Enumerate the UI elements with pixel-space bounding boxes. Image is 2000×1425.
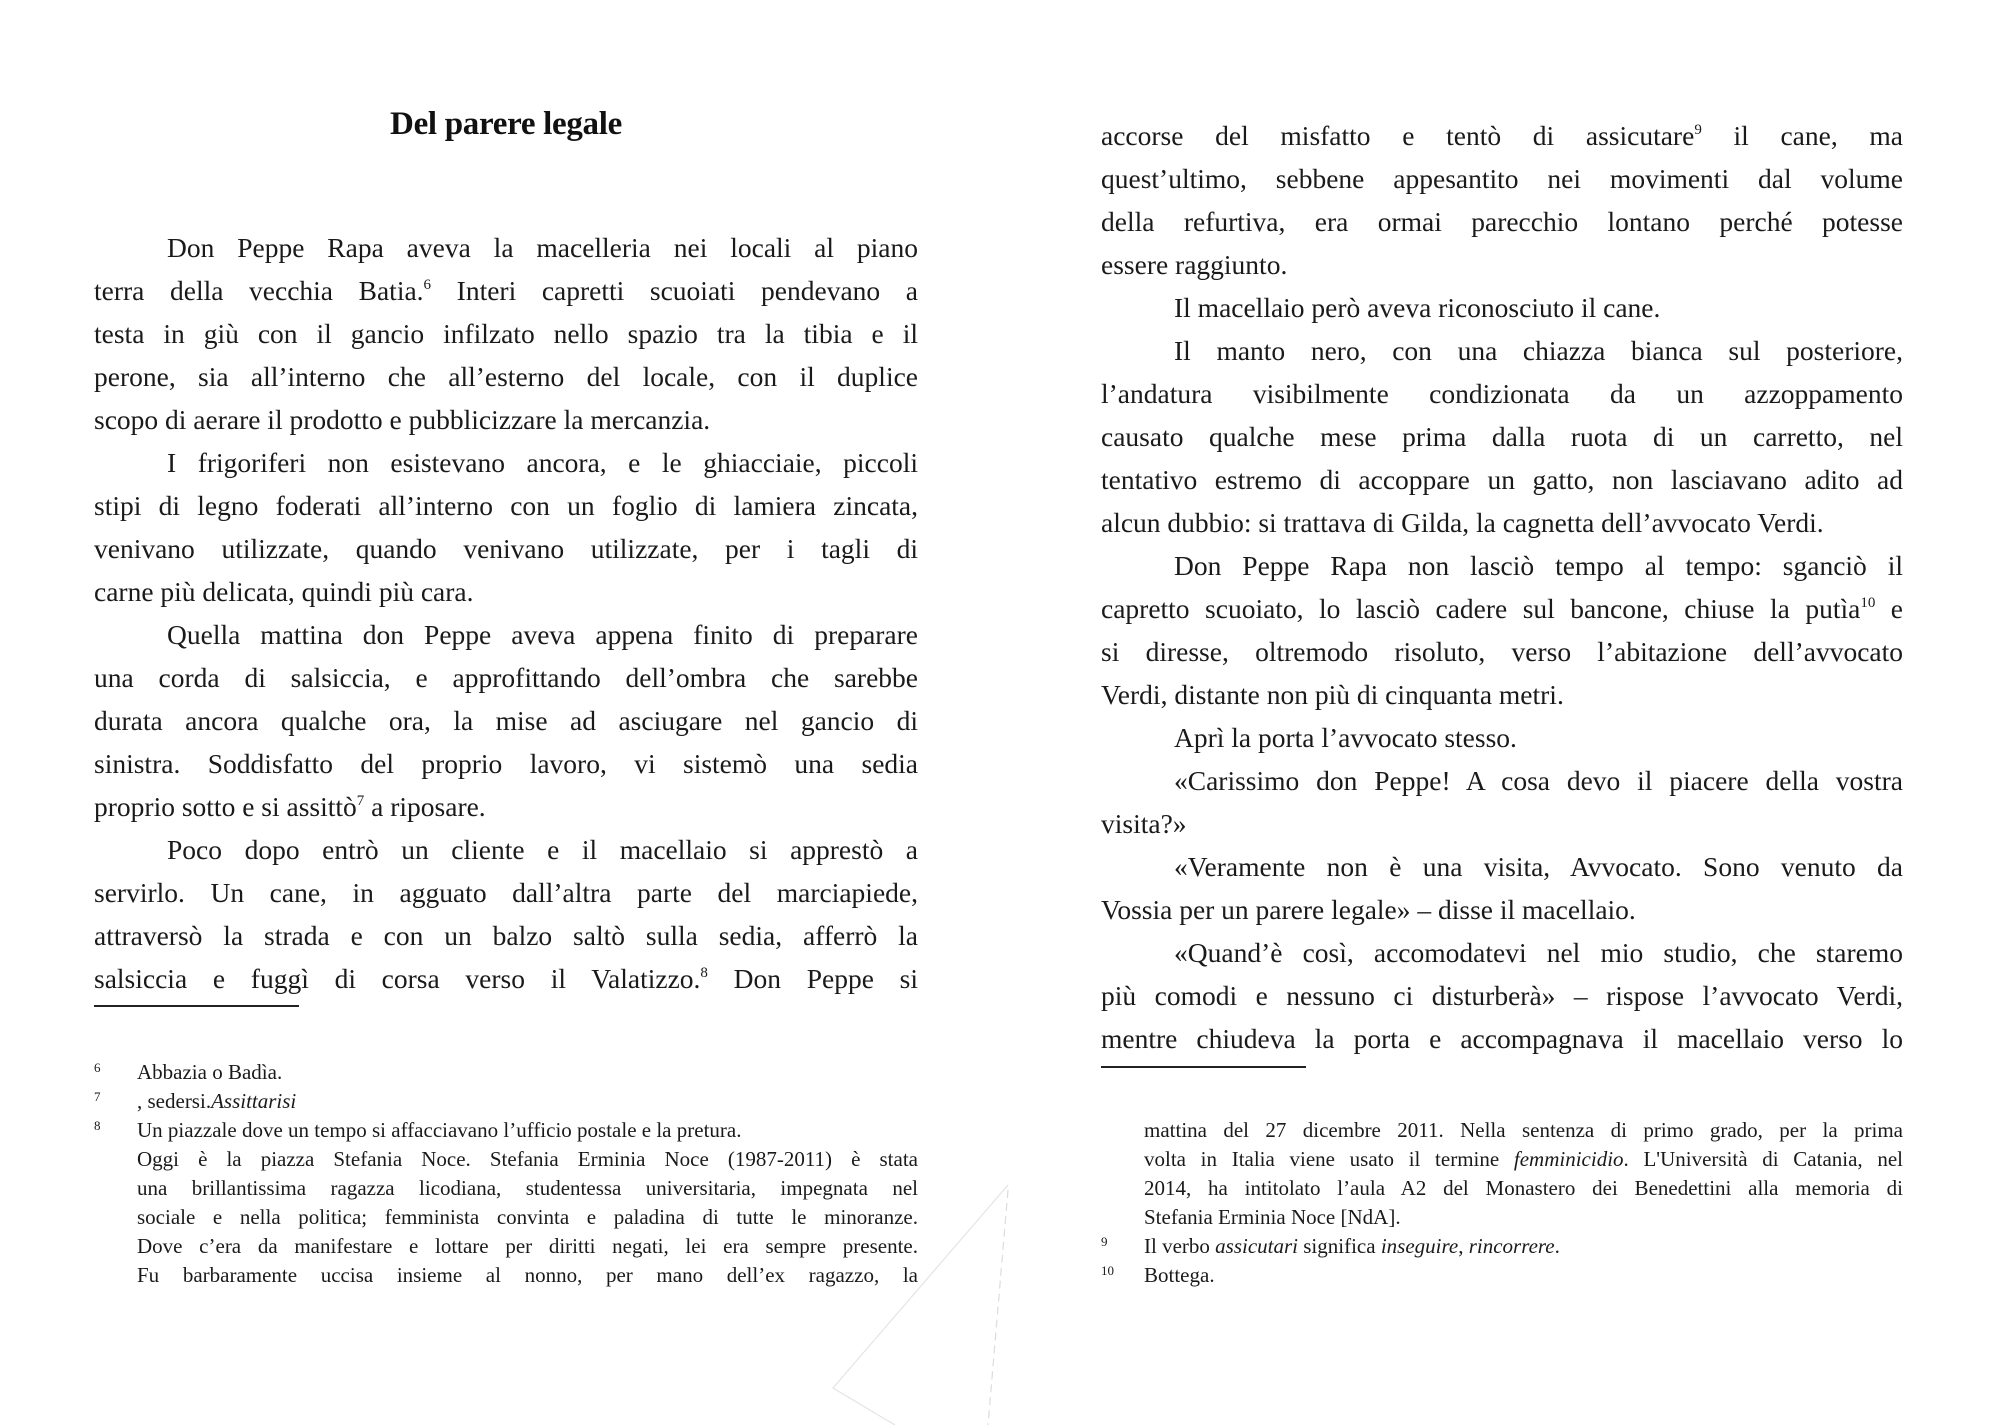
text-segment: una corda di salsiccia, e approfittando dell’ombra che sarebbe <box>94 662 918 693</box>
footnote-line <box>1101 1232 1903 1261</box>
footnote-reference: 8 <box>700 965 708 981</box>
text-segment: tentativo estremo di accoppare un gatto, non lasciavano adito ad <box>1101 464 1903 495</box>
text-line <box>94 871 918 914</box>
footnote-line <box>94 1261 918 1290</box>
footnote-line <box>1101 1116 1903 1145</box>
text-segment: Un piazzale dove un tempo si affacciavano l’ufficio postale e la pretura. <box>137 1118 742 1142</box>
text-segment: attraversò la strada e con un balzo saltò sulla sedia, afferrò la <box>94 920 918 951</box>
text-segment: I frigoriferi non esistevano ancora, e le ghiacciaie, piccoli <box>167 447 918 478</box>
footnote-text <box>1144 1145 1903 1174</box>
text-line <box>94 484 918 527</box>
text-line <box>1101 243 1903 286</box>
text-segment: servirlo. Un cane, in agguato dall’altra parte del marciapiede, <box>94 877 918 908</box>
text-segment: Don Peppe si <box>707 963 918 994</box>
text-segment: «Quand’è così, accomodatevi nel mio studio, che staremo <box>1174 937 1903 968</box>
text-line <box>1101 759 1903 802</box>
text-line <box>94 312 918 355</box>
text-segment: Il verbo <box>1144 1234 1216 1258</box>
footnote-number: 7 <box>94 1089 101 1104</box>
text-line <box>1101 458 1903 501</box>
text-segment: Dove c’era da manifestare e lottare per diritti negati, lei era sempre presente. <box>137 1234 918 1258</box>
text-segment: Bottega. <box>1144 1263 1215 1287</box>
footnote-text <box>1144 1116 1903 1145</box>
text-segment: carne più delicata, quindi più cara. <box>94 576 474 607</box>
text-line <box>94 699 918 742</box>
italic-text: femminicidio <box>1513 1147 1624 1171</box>
text-segment: più comodi e nessuno ci disturberà» – rispose l’avvocato Verdi, <box>1101 980 1903 1011</box>
text-segment: l’andatura visibilmente condizionata da un azzoppamento <box>1101 378 1903 409</box>
footnote-number: 8 <box>94 1118 101 1133</box>
italic-text: Assittarisi <box>211 1089 297 1113</box>
text-line <box>94 914 918 957</box>
text-line <box>1101 888 1903 931</box>
left-page-body-text <box>94 226 918 1000</box>
text-line <box>1101 716 1903 759</box>
footnote-text <box>137 1232 918 1261</box>
text-line <box>1101 329 1903 372</box>
text-segment: una brillantissima ragazza licodiana, studentessa universitaria, impegnata nel <box>137 1176 918 1200</box>
text-line <box>1101 630 1903 673</box>
text-segment: «Carissimo don Peppe! A cosa devo il piacere della vostra <box>1174 765 1903 796</box>
text-segment: Abbazia o Badìa. <box>137 1060 283 1084</box>
footnote-line <box>94 1058 918 1087</box>
text-segment: . L'Università di Catania, nel <box>1623 1147 1904 1171</box>
footnote-number: 10 <box>1101 1263 1114 1278</box>
text-line <box>1101 114 1903 157</box>
text-segment: si diresse, oltremodo risoluto, verso l’abitazione dell’avvocato <box>1101 636 1903 667</box>
text-line <box>94 441 918 484</box>
text-segment: visita?» <box>1101 808 1187 839</box>
text-line <box>1101 845 1903 888</box>
text-segment: sinistra. Soddisfatto del proprio lavoro, vi sistemò una sedia <box>94 748 918 779</box>
text-segment: durata ancora qualche ora, la mise ad asciugare nel gancio di <box>94 705 918 736</box>
text-line <box>94 355 918 398</box>
text-line <box>94 785 918 828</box>
text-segment: Oggi è la piazza Stefania Noce. Stefania Erminia Noce (1987-2011) è stata <box>137 1147 918 1171</box>
footnote-reference: 6 <box>423 277 432 293</box>
text-line <box>94 398 918 441</box>
text-segment: accorse del misfatto e tentò di assicutare <box>1101 120 1695 151</box>
footnote-line <box>94 1116 918 1145</box>
text-segment: mattina del 27 dicembre 2011. Nella sentenza di primo grado, per la prima <box>1144 1118 1903 1142</box>
text-segment: «Veramente non è una visita, Avvocato. Sono venuto da <box>1174 851 1903 882</box>
text-segment: e <box>1875 593 1903 624</box>
text-line <box>94 527 918 570</box>
text-segment: Don Peppe Rapa non lasciò tempo al tempo: sganciò il <box>1174 550 1903 581</box>
footnote-line <box>94 1232 918 1261</box>
right-page-body-text <box>1101 114 1903 1060</box>
text-segment: Don Peppe Rapa aveva la macelleria nei locali al piano <box>167 232 918 263</box>
text-line <box>94 613 918 656</box>
text-line <box>94 570 918 613</box>
text-segment: Il manto nero, con una chiazza bianca sul posteriore, <box>1174 335 1903 366</box>
text-line <box>94 742 918 785</box>
footnote-line <box>94 1087 918 1116</box>
text-line <box>94 226 918 269</box>
footnote-line <box>94 1203 918 1232</box>
text-segment: quest’ultimo, sebbene appesantito nei movimenti dal volume <box>1101 163 1903 194</box>
text-line <box>1101 974 1903 1017</box>
footnote-line <box>94 1145 918 1174</box>
text-segment: mentre chiudeva la porta e accompagnava il macellaio verso lo <box>1101 1023 1903 1054</box>
text-segment: 2014, ha intitolato l’aula A2 del Monastero dei Benedettini alla memoria di <box>1144 1176 1903 1200</box>
left-page-footnotes <box>94 1058 918 1290</box>
footnote-text <box>137 1058 918 1087</box>
italic-text: inseguire <box>1380 1234 1459 1258</box>
text-segment: essere raggiunto. <box>1101 249 1288 280</box>
text-line <box>1101 802 1903 845</box>
text-segment: causato qualche mese prima dalla ruota di un carretto, nel <box>1101 421 1903 452</box>
text-segment: Quella mattina don Peppe aveva appena finito di preparare <box>167 619 918 650</box>
text-line <box>94 957 918 1000</box>
text-line <box>1101 415 1903 458</box>
text-segment: Stefania Erminia Noce [NdA]. <box>1144 1205 1401 1229</box>
text-segment: , sedersi. <box>137 1089 212 1113</box>
footnote-number: 6 <box>94 1060 101 1075</box>
footnote-text <box>137 1261 918 1290</box>
text-line <box>94 269 918 312</box>
footnote-text <box>137 1116 918 1145</box>
text-line <box>1101 544 1903 587</box>
text-segment: Poco dopo entrò un cliente e il macellaio si apprestò a <box>167 834 918 865</box>
footnote-text <box>137 1174 918 1203</box>
text-line <box>1101 286 1903 329</box>
text-segment: Verdi, distante non più di cinquanta metri. <box>1101 679 1564 710</box>
text-line <box>1101 931 1903 974</box>
right-page-footnotes <box>1101 1116 1903 1290</box>
footnote-line <box>94 1174 918 1203</box>
footnote-text <box>1144 1203 1903 1232</box>
chapter-title: Del parere legale <box>390 106 622 142</box>
footnote-separator <box>94 1005 299 1007</box>
footnote-line <box>1101 1174 1903 1203</box>
text-segment: . <box>1554 1234 1560 1258</box>
text-segment: Aprì la porta l’avvocato stesso. <box>1174 722 1517 753</box>
italic-text: assicutari <box>1215 1234 1298 1258</box>
text-segment: Vossia per un parere legale» – disse il macellaio. <box>1101 894 1636 925</box>
footnote-reference: 10 <box>1860 595 1876 611</box>
text-segment: venivano utilizzate, quando venivano utilizzate, per i tagli di <box>94 533 918 564</box>
text-segment: Il macellaio però aveva riconosciuto il cane. <box>1174 292 1661 323</box>
text-segment: della refurtiva, era ormai parecchio lontano perché potesse <box>1101 206 1903 237</box>
text-segment: salsiccia e fuggì di corsa verso il Valatizzo. <box>94 963 701 994</box>
text-line <box>94 656 918 699</box>
footnote-text <box>137 1145 918 1174</box>
text-segment: il cane, ma <box>1701 120 1904 151</box>
footnote-line <box>1101 1261 1903 1290</box>
text-segment: scopo di aerare il prodotto e pubblicizzare la mercanzia. <box>94 404 711 435</box>
text-segment: proprio sotto e si assittò <box>94 791 357 822</box>
footnote-separator <box>1101 1066 1306 1068</box>
text-segment: stipi di legno foderati all’interno con un foglio di lamiera zincata, <box>94 490 918 521</box>
footnote-text <box>137 1087 918 1116</box>
text-line <box>1101 200 1903 243</box>
text-line <box>1101 372 1903 415</box>
text-segment: significa <box>1298 1234 1381 1258</box>
text-segment: capretto scuoiato, lo lasciò cadere sul bancone, chiuse la putìa <box>1101 593 1861 624</box>
text-line <box>1101 501 1903 544</box>
text-segment: , <box>1458 1234 1469 1258</box>
footnote-text <box>1144 1261 1903 1290</box>
italic-text: rincorrere <box>1468 1234 1555 1258</box>
text-line <box>94 828 918 871</box>
text-segment: testa in giù con il gancio infilzato nello spazio tra la tibia e il <box>94 318 918 349</box>
footnote-reference: 9 <box>1694 122 1702 138</box>
text-segment: alcun dubbio: si trattava di Gilda, la cagnetta dell’avvocato Verdi. <box>1101 507 1824 538</box>
text-segment: Interi capretti scuoiati pendevano a <box>431 275 918 306</box>
text-segment: volta in Italia viene usato il termine <box>1144 1147 1514 1171</box>
text-line <box>1101 157 1903 200</box>
text-segment: sociale e nella politica; femminista convinta e paladina di tutte le minoranze. <box>137 1205 918 1229</box>
footnote-line <box>1101 1203 1903 1232</box>
footnote-text <box>137 1203 918 1232</box>
text-line <box>1101 587 1903 630</box>
text-line <box>1101 673 1903 716</box>
footnote-number: 9 <box>1101 1234 1108 1249</box>
footnote-line <box>1101 1145 1903 1174</box>
text-segment: Fu barbaramente uccisa insieme al nonno, per mano dell’ex ragazzo, la <box>137 1263 918 1287</box>
text-line <box>1101 1017 1903 1060</box>
footnote-reference: 7 <box>356 793 365 809</box>
text-segment: perone, sia all’interno che all’esterno del locale, con il duplice <box>94 361 918 392</box>
footnote-text <box>1144 1232 1903 1261</box>
text-segment: a riposare. <box>364 791 486 822</box>
text-segment: terra della vecchia Batia. <box>94 275 424 306</box>
footnote-text <box>1144 1174 1903 1203</box>
